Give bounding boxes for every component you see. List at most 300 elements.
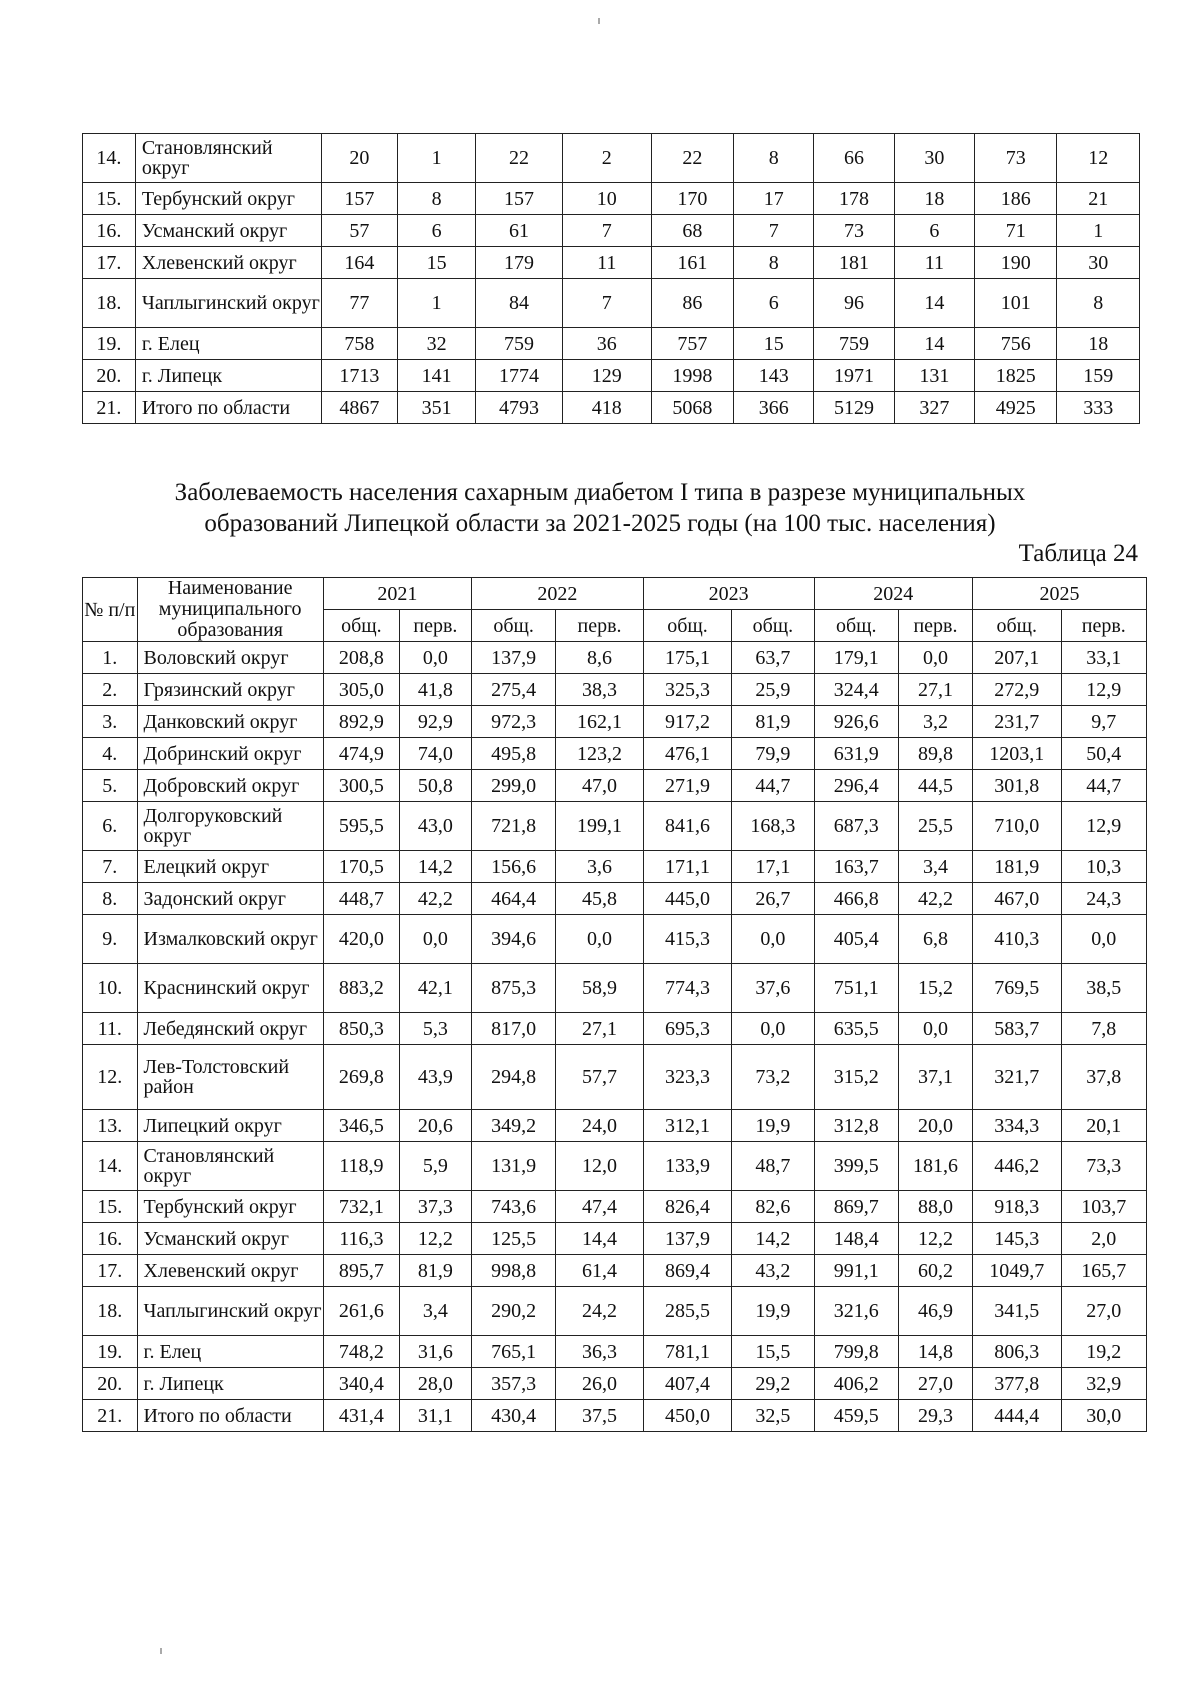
value-cell: 1774 [476,360,563,392]
value-cell: 20,0 [898,1110,972,1142]
value-cell: 27,1 [898,674,972,706]
value-cell: 290,2 [471,1287,555,1336]
table-row [83,134,1140,183]
value-cell: 199,1 [556,802,643,851]
value-cell: 159 [1057,360,1140,392]
table-row [83,328,1140,360]
value-cell: 826,4 [643,1191,731,1223]
table-row [83,1142,1147,1191]
value-cell: 0,0 [399,642,471,674]
value-cell: 141 [397,360,475,392]
municipality-name: Лев-Толстовский район [137,1045,323,1110]
value-cell: 73,3 [1061,1142,1147,1191]
value-cell: 171,1 [643,851,731,883]
value-cell: 164 [321,247,397,279]
value-cell: 48,7 [732,1142,814,1191]
header-year: 2021 [323,578,471,610]
value-cell: 8 [1057,279,1140,328]
value-cell: 0,0 [732,1013,814,1045]
row-number: 17. [83,247,136,279]
value-cell: 918,3 [973,1191,1061,1223]
header-sub: перв. [556,610,643,642]
municipality-name: Хлевенский округ [135,247,321,279]
value-cell: 0,0 [732,915,814,964]
value-cell: 12 [1057,134,1140,183]
value-cell: 82,6 [732,1191,814,1223]
value-cell: 315,2 [814,1045,898,1110]
row-number: 11. [83,1013,138,1045]
value-cell: 296,4 [814,770,898,802]
row-number: 20. [83,360,136,392]
value-cell: 79,9 [732,738,814,770]
value-cell: 37,1 [898,1045,972,1110]
value-cell: 595,5 [323,802,399,851]
table-continuation [82,133,1140,424]
value-cell: 377,8 [973,1368,1061,1400]
value-cell: 14,8 [898,1336,972,1368]
row-number: 18. [83,1287,138,1336]
value-cell: 774,3 [643,964,731,1013]
scan-mark-top [598,18,600,24]
value-cell: 756 [975,328,1057,360]
value-cell: 6 [894,215,974,247]
value-cell: 710,0 [973,802,1061,851]
value-cell: 42,2 [898,883,972,915]
row-number: 19. [83,1336,138,1368]
row-number: 16. [83,215,136,247]
value-cell: 1 [397,279,475,328]
value-cell: 181 [814,247,894,279]
row-number: 7. [83,851,138,883]
table-row [83,770,1147,802]
value-cell: 583,7 [973,1013,1061,1045]
value-cell: 38,3 [556,674,643,706]
value-cell: 47,4 [556,1191,643,1223]
value-cell: 7,8 [1061,1013,1147,1045]
table-row [83,1191,1147,1223]
value-cell: 410,3 [973,915,1061,964]
value-cell: 101 [975,279,1057,328]
value-cell: 45,8 [556,883,643,915]
value-cell: 312,8 [814,1110,898,1142]
value-cell: 430,4 [471,1400,555,1432]
row-number: 15. [83,1191,138,1223]
municipality-name: Добровский округ [137,770,323,802]
value-cell: 0,0 [898,642,972,674]
value-cell: 0,0 [556,915,643,964]
value-cell: 27,0 [1061,1287,1147,1336]
value-cell: 92,9 [399,706,471,738]
value-cell: 32,5 [732,1400,814,1432]
value-cell: 769,5 [973,964,1061,1013]
value-cell: 998,8 [471,1255,555,1287]
municipality-name: Тербунский округ [135,183,321,215]
table-row [83,360,1140,392]
value-cell: 850,3 [323,1013,399,1045]
value-cell: 12,0 [556,1142,643,1191]
value-cell: 1971 [814,360,894,392]
value-cell: 57 [321,215,397,247]
value-cell: 123,2 [556,738,643,770]
value-cell: 300,5 [323,770,399,802]
value-cell: 33,1 [1061,642,1147,674]
scan-mark-bottom [160,1648,162,1654]
municipality-name: Становлянский округ [135,134,321,183]
value-cell: 96 [814,279,894,328]
value-cell: 3,4 [399,1287,471,1336]
value-cell: 366 [734,392,814,424]
value-cell: 926,6 [814,706,898,738]
value-cell: 0,0 [898,1013,972,1045]
value-cell: 1825 [975,360,1057,392]
value-cell: 137,9 [643,1223,731,1255]
value-cell: 817,0 [471,1013,555,1045]
table-title [0,477,1200,540]
value-cell: 20,6 [399,1110,471,1142]
value-cell: 73 [814,215,894,247]
value-cell: 71 [975,215,1057,247]
value-cell: 143 [734,360,814,392]
value-cell: 24,2 [556,1287,643,1336]
value-cell: 841,6 [643,802,731,851]
municipality-name: Грязинский округ [137,674,323,706]
value-cell: 875,3 [471,964,555,1013]
value-cell: 208,8 [323,642,399,674]
header-row-years [83,578,1147,610]
value-cell: 895,7 [323,1255,399,1287]
value-cell: 448,7 [323,883,399,915]
value-cell: 37,8 [1061,1045,1147,1110]
municipality-name: г. Елец [137,1336,323,1368]
value-cell: 19,2 [1061,1336,1147,1368]
row-number: 15. [83,183,136,215]
table-caption: Таблица 24 [1018,540,1138,567]
row-number: 18. [83,279,136,328]
value-cell: 407,4 [643,1368,731,1400]
value-cell: 743,6 [471,1191,555,1223]
table-row [83,674,1147,706]
value-cell: 351 [397,392,475,424]
value-cell: 2,0 [1061,1223,1147,1255]
value-cell: 186 [975,183,1057,215]
value-cell: 24,0 [556,1110,643,1142]
value-cell: 57,7 [556,1045,643,1110]
value-cell: 231,7 [973,706,1061,738]
value-cell: 18 [1057,328,1140,360]
value-cell: 8 [734,134,814,183]
value-cell: 41,8 [399,674,471,706]
municipality-name: Хлевенский округ [137,1255,323,1287]
municipality-name: Липецкий округ [137,1110,323,1142]
value-cell: 28,0 [399,1368,471,1400]
value-cell: 631,9 [814,738,898,770]
value-cell: 11 [894,247,974,279]
value-cell: 1998 [651,360,733,392]
value-cell: 66 [814,134,894,183]
value-cell: 799,8 [814,1336,898,1368]
value-cell: 312,1 [643,1110,731,1142]
value-cell: 131 [894,360,974,392]
value-cell: 21 [1057,183,1140,215]
value-cell: 892,9 [323,706,399,738]
value-cell: 43,2 [732,1255,814,1287]
value-cell: 61,4 [556,1255,643,1287]
table-row [83,183,1140,215]
value-cell: 44,7 [1061,770,1147,802]
value-cell: 1203,1 [973,738,1061,770]
value-cell: 6 [734,279,814,328]
municipality-name: г. Елец [135,328,321,360]
table-row [83,1013,1147,1045]
value-cell: 420,0 [323,915,399,964]
value-cell: 14,2 [732,1223,814,1255]
value-cell: 14 [894,328,974,360]
value-cell: 394,6 [471,915,555,964]
value-cell: 27,0 [898,1368,972,1400]
value-cell: 759 [814,328,894,360]
value-cell: 20 [321,134,397,183]
header-num: № п/п [83,578,138,642]
row-number: 12. [83,1045,138,1110]
value-cell: 89,8 [898,738,972,770]
row-number: 13. [83,1110,138,1142]
table-row [83,706,1147,738]
value-cell: 3,2 [898,706,972,738]
value-cell: 10 [562,183,651,215]
value-cell: 81,9 [732,706,814,738]
value-cell: 695,3 [643,1013,731,1045]
value-cell: 137,9 [471,642,555,674]
row-number: 3. [83,706,138,738]
row-number: 17. [83,1255,138,1287]
row-number: 21. [83,392,136,424]
row-number: 8. [83,883,138,915]
table-row [83,642,1147,674]
value-cell: 42,1 [399,964,471,1013]
value-cell: 37,3 [399,1191,471,1223]
value-cell: 324,4 [814,674,898,706]
value-cell: 22 [651,134,733,183]
value-cell: 12,2 [898,1223,972,1255]
value-cell: 5,3 [399,1013,471,1045]
header-sub: общ. [643,610,731,642]
value-cell: 19,9 [732,1287,814,1336]
value-cell: 869,7 [814,1191,898,1223]
value-cell: 444,4 [973,1400,1061,1432]
value-cell: 15,5 [732,1336,814,1368]
municipality-name: Краснинский округ [137,964,323,1013]
municipality-name: Данковский округ [137,706,323,738]
municipality-name: Итого по области [135,392,321,424]
value-cell: 759 [476,328,563,360]
value-cell: 991,1 [814,1255,898,1287]
value-cell: 323,3 [643,1045,731,1110]
table-row [83,1336,1147,1368]
value-cell: 415,3 [643,915,731,964]
table-row [83,738,1147,770]
value-cell: 757 [651,328,733,360]
value-cell: 30 [894,134,974,183]
value-cell: 294,8 [471,1045,555,1110]
value-cell: 1713 [321,360,397,392]
value-cell: 32,9 [1061,1368,1147,1400]
value-cell: 1 [1057,215,1140,247]
value-cell: 181,6 [898,1142,972,1191]
value-cell: 341,5 [973,1287,1061,1336]
table-row [83,247,1140,279]
table-title-line1: Заболеваемость населения сахарным диабетом I типа в разрезе муниципальных [174,479,1026,506]
value-cell: 765,1 [471,1336,555,1368]
value-cell: 179 [476,247,563,279]
row-number: 5. [83,770,138,802]
value-cell: 81,9 [399,1255,471,1287]
value-cell: 635,5 [814,1013,898,1045]
value-cell: 17 [734,183,814,215]
value-cell: 30 [1057,247,1140,279]
table-row [83,1287,1147,1336]
value-cell: 721,8 [471,802,555,851]
value-cell: 7 [562,279,651,328]
value-cell: 4867 [321,392,397,424]
value-cell: 7 [734,215,814,247]
row-number: 4. [83,738,138,770]
header-year: 2022 [471,578,643,610]
value-cell: 334,3 [973,1110,1061,1142]
header-year: 2025 [973,578,1147,610]
value-cell: 406,2 [814,1368,898,1400]
value-cell: 162,1 [556,706,643,738]
value-cell: 476,1 [643,738,731,770]
value-cell: 340,4 [323,1368,399,1400]
value-cell: 118,9 [323,1142,399,1191]
table-row [83,215,1140,247]
value-cell: 285,5 [643,1287,731,1336]
row-number: 2. [83,674,138,706]
value-cell: 466,8 [814,883,898,915]
value-cell: 179,1 [814,642,898,674]
table-row [83,1255,1147,1287]
value-cell: 269,8 [323,1045,399,1110]
value-cell: 50,4 [1061,738,1147,770]
value-cell: 168,3 [732,802,814,851]
value-cell: 6,8 [898,915,972,964]
municipality-name: Чаплыгинский округ [135,279,321,328]
table-row [83,1223,1147,1255]
value-cell: 450,0 [643,1400,731,1432]
value-cell: 4793 [476,392,563,424]
value-cell: 161 [651,247,733,279]
value-cell: 8 [397,183,475,215]
value-cell: 2 [562,134,651,183]
value-cell: 8 [734,247,814,279]
header-sub: перв. [1061,610,1147,642]
value-cell: 63,7 [732,642,814,674]
value-cell: 357,3 [471,1368,555,1400]
value-cell: 175,1 [643,642,731,674]
header-year: 2024 [814,578,972,610]
header-name: Наименование муниципального образования [137,578,323,642]
value-cell: 19,9 [732,1110,814,1142]
value-cell: 321,7 [973,1045,1061,1110]
municipality-name: Измалковский округ [137,915,323,964]
value-cell: 181,9 [973,851,1061,883]
value-cell: 156,6 [471,851,555,883]
row-number: 16. [83,1223,138,1255]
value-cell: 163,7 [814,851,898,883]
value-cell: 129 [562,360,651,392]
value-cell: 29,3 [898,1400,972,1432]
value-cell: 271,9 [643,770,731,802]
value-cell: 74,0 [399,738,471,770]
value-cell: 18 [894,183,974,215]
value-cell: 5,9 [399,1142,471,1191]
value-cell: 178 [814,183,894,215]
value-cell: 15,2 [898,964,972,1013]
value-cell: 4925 [975,392,1057,424]
row-number: 20. [83,1368,138,1400]
value-cell: 6 [397,215,475,247]
value-cell: 758 [321,328,397,360]
value-cell: 751,1 [814,964,898,1013]
value-cell: 5129 [814,392,894,424]
table-row [83,1368,1147,1400]
value-cell: 972,3 [471,706,555,738]
value-cell: 131,9 [471,1142,555,1191]
value-cell: 464,4 [471,883,555,915]
header-sub: общ. [814,610,898,642]
value-cell: 37,5 [556,1400,643,1432]
value-cell: 84 [476,279,563,328]
value-cell: 24,3 [1061,883,1147,915]
row-number: 9. [83,915,138,964]
municipality-name: Чаплыгинский округ [137,1287,323,1336]
value-cell: 301,8 [973,770,1061,802]
value-cell: 14 [894,279,974,328]
value-cell: 9,7 [1061,706,1147,738]
value-cell: 25,5 [898,802,972,851]
value-cell: 88,0 [898,1191,972,1223]
municipality-name: Елецкий округ [137,851,323,883]
value-cell: 11 [562,247,651,279]
value-cell: 20,1 [1061,1110,1147,1142]
value-cell: 321,6 [814,1287,898,1336]
value-cell: 190 [975,247,1057,279]
value-cell: 12,9 [1061,802,1147,851]
table-row [83,883,1147,915]
value-cell: 170 [651,183,733,215]
row-number: 21. [83,1400,138,1432]
value-cell: 73 [975,134,1057,183]
value-cell: 38,5 [1061,964,1147,1013]
value-cell: 145,3 [973,1223,1061,1255]
value-cell: 15 [734,328,814,360]
table-row [83,279,1140,328]
value-cell: 3,6 [556,851,643,883]
value-cell: 14,2 [399,851,471,883]
value-cell: 157 [476,183,563,215]
value-cell: 17,1 [732,851,814,883]
value-cell: 1 [397,134,475,183]
value-cell: 12,2 [399,1223,471,1255]
value-cell: 157 [321,183,397,215]
value-cell: 1049,7 [973,1255,1061,1287]
value-cell: 459,5 [814,1400,898,1432]
value-cell: 29,2 [732,1368,814,1400]
value-cell: 58,9 [556,964,643,1013]
municipality-name: г. Липецк [137,1368,323,1400]
value-cell: 50,8 [399,770,471,802]
value-cell: 133,9 [643,1142,731,1191]
